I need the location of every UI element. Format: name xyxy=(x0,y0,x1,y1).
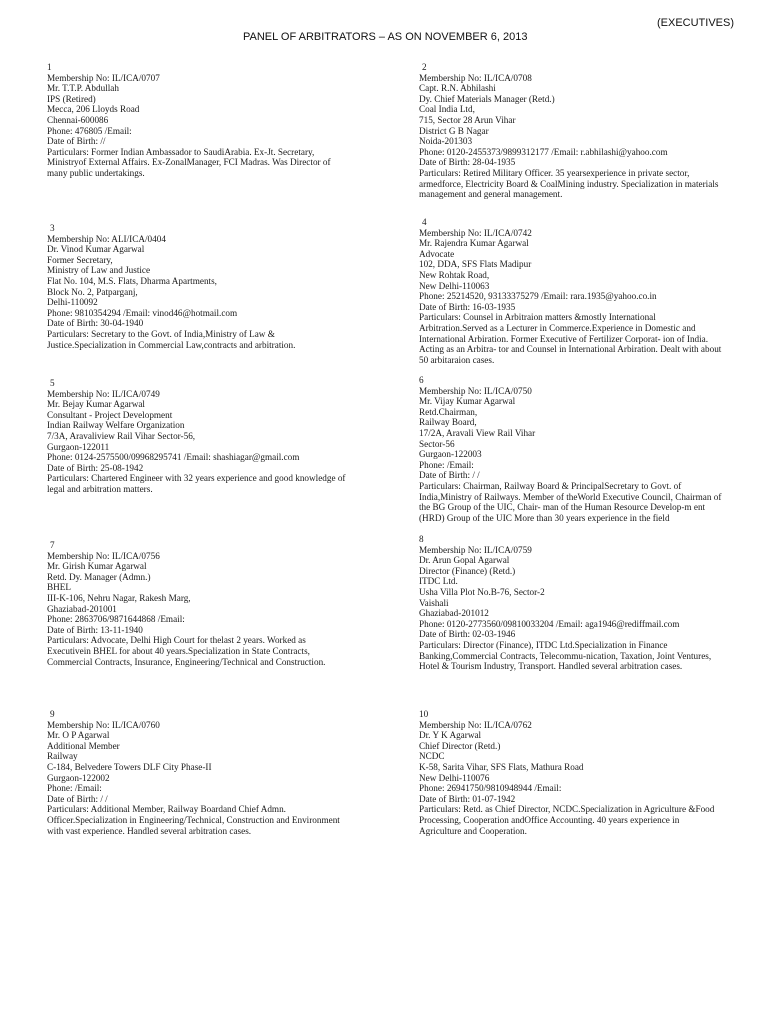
entry-line: Processing, Cooperation andOffice Accounting. 40 years experience in xyxy=(419,814,680,825)
entry-line: Noida-201303 xyxy=(419,136,473,147)
entry-line: Particulars: Counsel in Arbitraion matters &mostly International xyxy=(419,312,656,323)
entry-line: Commercial Contracts, Insurance, Engineering/Technical and Construction. xyxy=(47,656,326,667)
entry-line: Particulars: Secretary to the Govt. of India,Ministry of Law & xyxy=(47,328,275,339)
entry-line: Particulars: Chairman, Railway Board & PrincipalSecretary to Govt. of xyxy=(419,480,682,491)
entry-line: Dr. Vinod Kumar Agarwal xyxy=(47,244,145,255)
arbitrator-entry xyxy=(419,217,721,365)
entry-line: New Rohtak Road, xyxy=(419,269,490,280)
entry-line: 50 arbitaraion cases. xyxy=(419,354,495,365)
entry-line: New Delhi-110063 xyxy=(419,280,490,291)
entry-line: Justice.Specialization in Commercial Law,contracts and arbitration. xyxy=(47,339,296,350)
entry-line: 102, DDA, SFS Flats Madipur xyxy=(419,259,532,270)
entry-line: Date of Birth: 16-03-1935 xyxy=(419,301,516,312)
entry-line: International Arbiration. Former Executive of Fertilizer Corporat- ion of India. xyxy=(419,333,709,344)
category-label: (EXECUTIVES) xyxy=(657,17,735,29)
entry-line: Particulars: Retd. as Chief Director, NCDC.Specialization in Agriculture &Food xyxy=(419,804,715,815)
entry-line: Railway xyxy=(47,751,78,762)
entry-line: Arbitration.Served as a Lecturer in Commerce.Experience in Domestic and xyxy=(419,322,696,333)
entry-line: Gurgaon-122011 xyxy=(47,441,110,452)
entry-line: Consultant - Project Development xyxy=(47,409,173,420)
entry-line: Phone: /Email: xyxy=(47,783,102,794)
entry-line: Usha Villa Plot No.B-76, Sector-2 xyxy=(419,586,545,597)
entry-line: Former Secretary, xyxy=(47,254,113,265)
entry-line: Gurgaon-122002 xyxy=(47,772,110,783)
entry-line: Director (Finance) (Retd.) xyxy=(419,565,516,576)
entry-line: 715, Sector 28 Arun Vihar xyxy=(419,114,516,125)
entry-line: Membership No: IL/ICA/0750 xyxy=(419,385,532,396)
entry-line: Date of Birth: 30-04-1940 xyxy=(47,318,144,329)
entry-line: Capt. R.N. Abhilashi xyxy=(419,83,496,94)
page-title: PANEL OF ARBITRATORS – AS ON NOVEMBER 6, 2013 xyxy=(243,31,528,43)
entry-line: 7/3A, Aravaliview Rail Vihar Sector-56, xyxy=(47,430,196,441)
entry-line: Ministryof External Affairs. Ex-ZonalManager, FCI Madras. Was Director of xyxy=(47,157,331,168)
arbitrator-entry xyxy=(419,375,721,523)
entry-line: Additional Member xyxy=(47,740,120,751)
entry-line: Block No. 2, Patparganj, xyxy=(47,286,138,297)
entry-line: Indian Railway Welfare Organization xyxy=(47,420,185,431)
entry-line: 17/2A, Aravali View Rail Vihar xyxy=(419,427,536,438)
entry-line: Date of Birth: // xyxy=(47,136,106,147)
entry-line: Dy. Chief Materials Manager (Retd.) xyxy=(419,93,555,104)
entry-line: Coal India Ltd, xyxy=(419,104,475,115)
entry-number: 3 xyxy=(50,223,55,233)
entry-line: C-184, Belvedere Towers DLF City Phase-II xyxy=(47,761,212,772)
entry-line: K-58, Sarita Vihar, SFS Flats, Mathura Road xyxy=(419,761,584,772)
entry-line: Date of Birth: / / xyxy=(419,470,480,481)
entry-line: Date of Birth: 28-04-1935 xyxy=(419,157,516,168)
entry-line: Mecca, 206 Lloyds Road xyxy=(47,104,140,115)
entry-line: New Delhi-110076 xyxy=(419,772,490,783)
entry-line: Gurgaon-122003 xyxy=(419,449,482,460)
entry-line: Phone: 25214520, 93133375279 /Email: rara.1935@yahoo.co.in xyxy=(419,291,657,302)
entry-number: 6 xyxy=(419,375,424,385)
entry-line: Retd. Dy. Manager (Admn.) xyxy=(47,571,151,582)
entry-line: Chief Director (Retd.) xyxy=(419,740,501,751)
entry-line: Phone: /Email: xyxy=(419,459,474,470)
entry-line: Membership No: IL/ICA/0759 xyxy=(419,544,532,555)
entry-line: Executivein BHEL for about 40 years.Specialization in State Contracts, xyxy=(47,645,310,656)
entry-line: Ministry of Law and Justice xyxy=(47,265,151,276)
entry-line: Advocate xyxy=(419,248,455,259)
entry-number: 2 xyxy=(422,62,427,72)
entry-line: Membership No: IL/ICA/0760 xyxy=(47,719,160,730)
entry-line: Membership No: IL/ICA/0762 xyxy=(419,719,532,730)
entry-line: Hotel & Tourism Industry, Transport. Handled several arbitration cases. xyxy=(419,661,683,672)
entry-line: Membership No: IL/ICA/0756 xyxy=(47,550,160,561)
entry-line: Membership No: IL/ICA/0742 xyxy=(419,227,532,238)
entry-line: NCDC xyxy=(419,751,445,762)
arbitrator-entry xyxy=(419,62,718,200)
entry-line: (HRD) Group of the UIC More than 30 years experience in the field xyxy=(419,512,670,523)
entry-line: Officer.Specialization in Engineering/Technical, Construction and Environment xyxy=(47,814,340,825)
entry-line: Dr. Arun Gopal Agarwal xyxy=(419,555,510,566)
entry-line: Chennai-600086 xyxy=(47,114,109,125)
arbitrator-entry xyxy=(47,62,331,179)
entry-line: Particulars: Chartered Engineer with 32 years experience and good knowledge of xyxy=(47,473,346,484)
entry-number: 1 xyxy=(47,62,52,72)
entry-line: Flat No. 104, M.S. Flats, Dharma Apartments, xyxy=(47,275,217,286)
entry-line: Mr. O P Agarwal xyxy=(47,730,110,741)
entry-line: Membership No: IL/ICA/0749 xyxy=(47,388,160,399)
arbitrator-entry xyxy=(47,540,325,667)
entry-line: Membership No: IL/ICA/0708 xyxy=(419,72,532,83)
entry-line: Mr. Girish Kumar Agarwal xyxy=(47,561,147,572)
entry-line: IPS (Retired) xyxy=(47,93,96,104)
entry-line: Phone: 2863706/9871644868 /Email: xyxy=(47,614,185,625)
entry-number: 9 xyxy=(50,709,55,719)
entry-line: with vast experience. Handled several arbitration cases. xyxy=(47,825,252,836)
entry-line: Retd.Chairman, xyxy=(419,406,478,417)
entry-line: Phone: 0120-2455373/9899312177 /Email: r.abhilashi@yahoo.com xyxy=(419,146,668,157)
entry-number: 7 xyxy=(50,540,55,550)
entry-line: Mr. Bejay Kumar Agarwal xyxy=(47,399,145,410)
entry-number: 5 xyxy=(50,378,55,388)
entry-line: Ghaziabad-201001 xyxy=(47,603,117,614)
entry-line: Agriculture and Cooperation. xyxy=(419,825,527,836)
entry-line: Mr. Rajendra Kumar Agarwal xyxy=(419,238,529,249)
entry-line: Ghaziabad-201012 xyxy=(419,608,489,619)
entry-line: Vaishali xyxy=(419,597,449,608)
entry-line: Mr. Vijay Kumar Agarwal xyxy=(419,396,516,407)
arbitrator-entry xyxy=(47,223,295,350)
entry-line: Particulars: Advocate, Delhi High Court for thelast 2 years. Worked as xyxy=(47,635,306,646)
arbitrator-entry xyxy=(47,378,346,495)
entry-line: Particulars: Former Indian Ambassador to SaudiArabia. Ex-Jt. Secretary, xyxy=(47,146,315,157)
entry-line: Membership No: IL/ICA/0707 xyxy=(47,72,160,83)
entry-line: ITDC Ltd. xyxy=(419,576,458,587)
entry-line: Railway Board, xyxy=(419,417,477,428)
entry-line: Date of Birth: 13-11-1940 xyxy=(47,624,143,635)
entry-line: III-K-106, Nehru Nagar, Rakesh Marg, xyxy=(47,592,191,603)
entry-line: Phone: 26941750/9810948944 /Email: xyxy=(419,783,562,794)
entry-line: Date of Birth: 01-07-1942 xyxy=(419,793,516,804)
entry-line: Phone: 476805 /Email: xyxy=(47,125,132,136)
entry-line: Phone: 0124-2575500/09968295741 /Email: shashiagar@gmail.com xyxy=(47,452,300,463)
entry-line: Date of Birth: / / xyxy=(47,793,108,804)
entry-line: Particulars: Director (Finance), ITDC Ltd.Specialization in Finance xyxy=(419,639,668,650)
entry-line: armedforce, Electricity Board & CoalMining industry. Specialization in materials xyxy=(419,178,719,189)
entry-line: India,Ministry of Railways. Member of theWorld Executive Council, Chairman of xyxy=(419,491,722,502)
entry-line: Membership No: ALI/ICA/0404 xyxy=(47,233,166,244)
arbitrator-entry xyxy=(419,534,711,672)
entry-line: District G B Nagar xyxy=(419,125,489,136)
entry-line: Acting as an Arbitra- tor and Counsel in International Arbiration. Dealt with about xyxy=(419,344,722,355)
entry-line: Particulars: Additional Member, Railway Boardand Chief Admn. xyxy=(47,804,286,815)
entry-line: Particulars: Retired Military Officer. 35 yearsexperience in private sector, xyxy=(419,167,690,178)
entry-line: many public undertakings. xyxy=(47,167,145,178)
entry-number: 10 xyxy=(419,709,429,719)
arbitrator-entry xyxy=(419,709,714,836)
entry-line: Sector-56 xyxy=(419,438,455,449)
entry-line: Mr. T.T.P. Abdullah xyxy=(47,83,119,94)
entry-line: Phone: 0120-2773560/09810033204 /Email: aga1946@rediffmail.com xyxy=(419,618,680,629)
entry-number: 4 xyxy=(422,217,427,227)
entry-line: Phone: 9810354294 /Email: vinod46@hotmail.com xyxy=(47,307,238,318)
entry-number: 8 xyxy=(419,534,424,544)
entry-line: Dr. Y K Agarwal xyxy=(419,730,482,741)
entry-line: Delhi-110092 xyxy=(47,297,98,308)
arbitrator-entry xyxy=(47,709,340,836)
entry-line: BHEL xyxy=(47,582,71,593)
entry-line: Date of Birth: 02-03-1946 xyxy=(419,629,516,640)
entry-line: the BG Group of the UIC, Chair- man of the Human Resource Develop-m ent xyxy=(419,502,706,513)
entry-line: legal and arbitration matters. xyxy=(47,483,153,494)
entry-line: Date of Birth: 25-08-1942 xyxy=(47,462,144,473)
entry-line: Banking,Commercial Contracts, Telecommu-nication, Taxation, Joint Ventures, xyxy=(419,650,712,661)
entry-line: management and general management. xyxy=(419,189,563,200)
